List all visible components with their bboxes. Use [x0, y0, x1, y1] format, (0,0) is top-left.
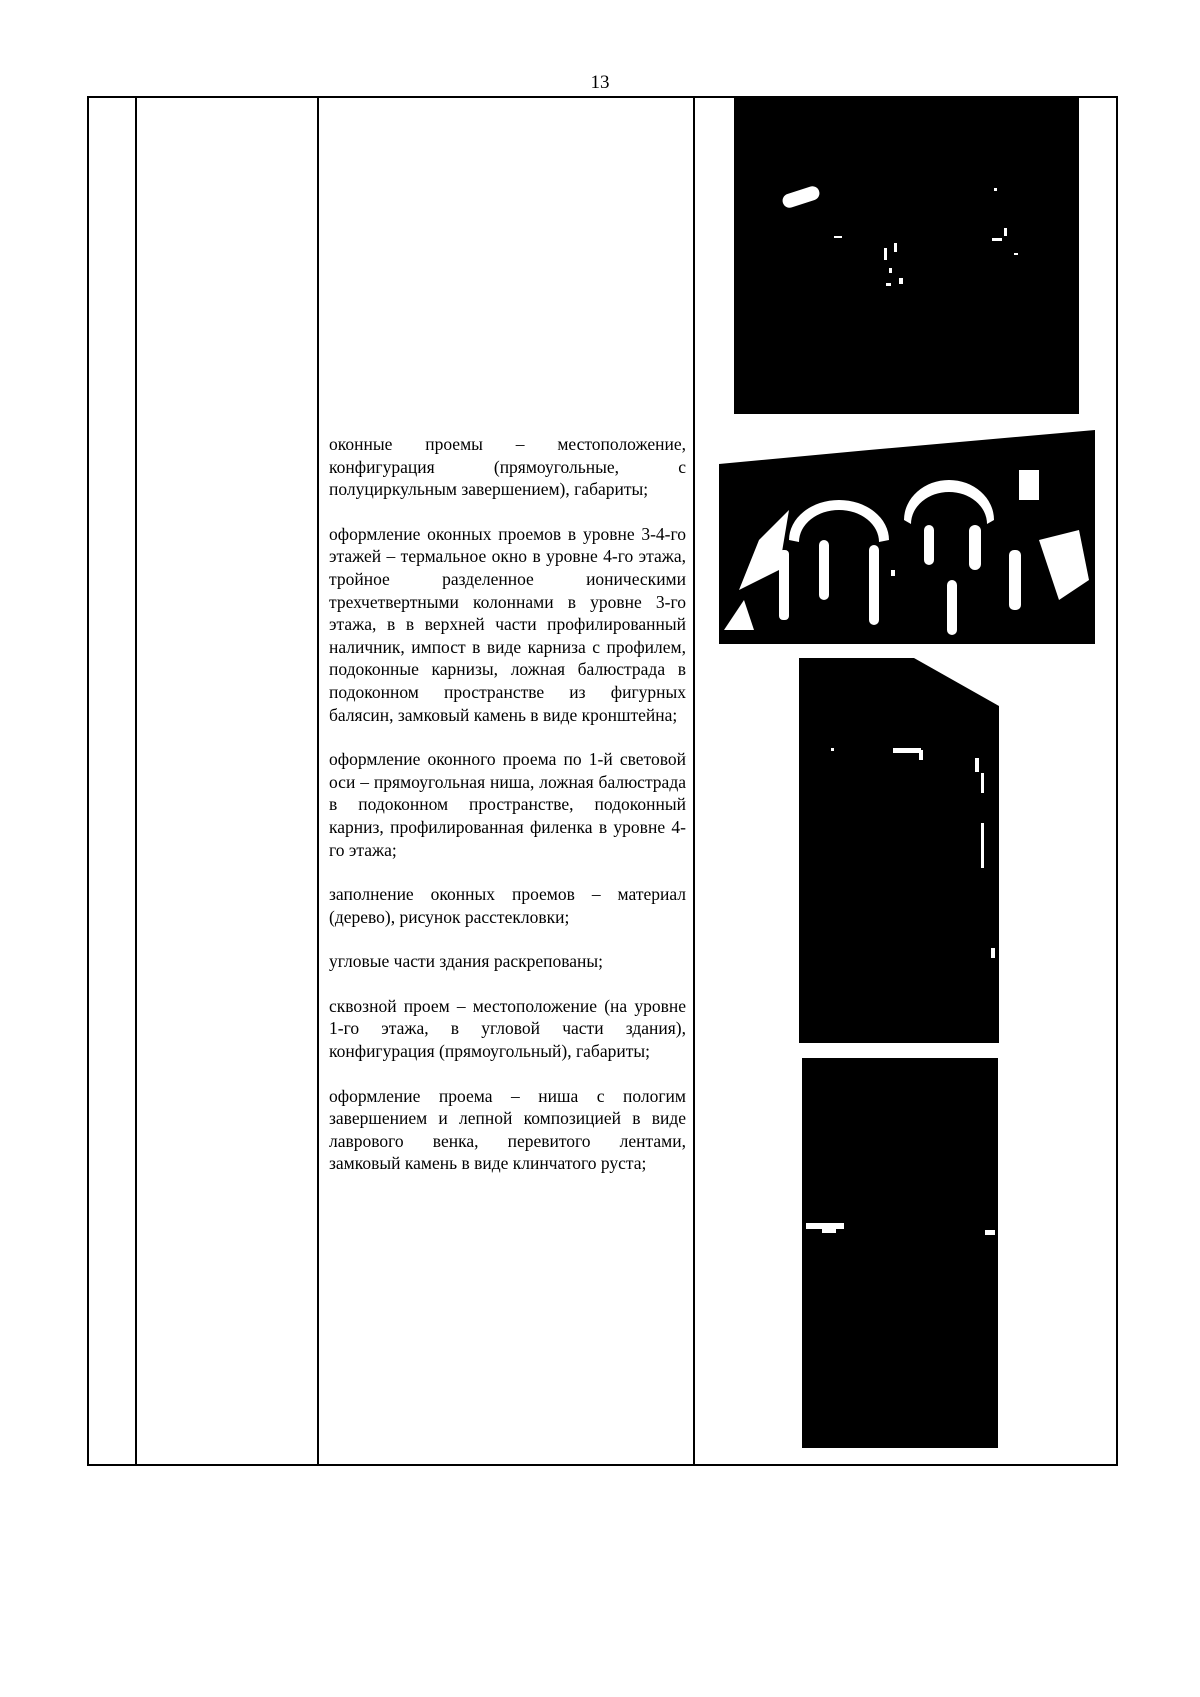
description-paragraph: угловые части здания раскрепованы; — [329, 951, 604, 972]
description-cell — [329, 433, 686, 1197]
facade-photo-top — [734, 98, 1079, 414]
description-paragraph: оформление оконных проемов в уровне 3-4-го этажей – термальное окно в уровне 4-го этажа, тройное разделенное ионическими трехчетвертными колоннами в уровне 3-го этажа, в в верхней части профилированный наличник, импост в виде карниза с профилем, подоконные карнизы, ложная балюстрада в подоконном пространстве из фигурных балясин, замковый камень в виде кронштейна; — [329, 523, 686, 725]
description-paragraph: оконные проемы – местоположение, конфигурация (прямоугольные, с полуциркульным завершением), габариты; — [329, 434, 686, 500]
description-paragraph: оформление проема – ниша с пологим завершением и лепной композицией в виде лаврового венка, перевитого лентами, замковый камень в виде клинчатого руста; — [329, 1085, 686, 1174]
page-number: 13 — [590, 72, 610, 93]
description-paragraph: оформление оконного проема по 1-й световой оси – прямоугольная ниша, ложная балюстрада в подоконном пространстве, подоконный карниз, профилированная филенка в уровне 4-го этажа; — [329, 749, 686, 860]
column-divider-3 — [693, 98, 695, 1464]
description-paragraph: сквозной проем – местоположение (на уровне 1-го этажа, в угловой части здания), конфигурация (прямоугольный), габариты; — [329, 995, 686, 1062]
column-divider-2 — [317, 98, 319, 1464]
description-paragraph: заполнение оконных проемов – материал (дерево), рисунок расстекловки; — [329, 884, 686, 927]
document-table — [87, 96, 1118, 1466]
corner-photo — [799, 658, 999, 1043]
arched-windows-photo — [719, 430, 1095, 644]
column-divider-1 — [135, 98, 137, 1464]
niche-photo — [802, 1058, 998, 1448]
